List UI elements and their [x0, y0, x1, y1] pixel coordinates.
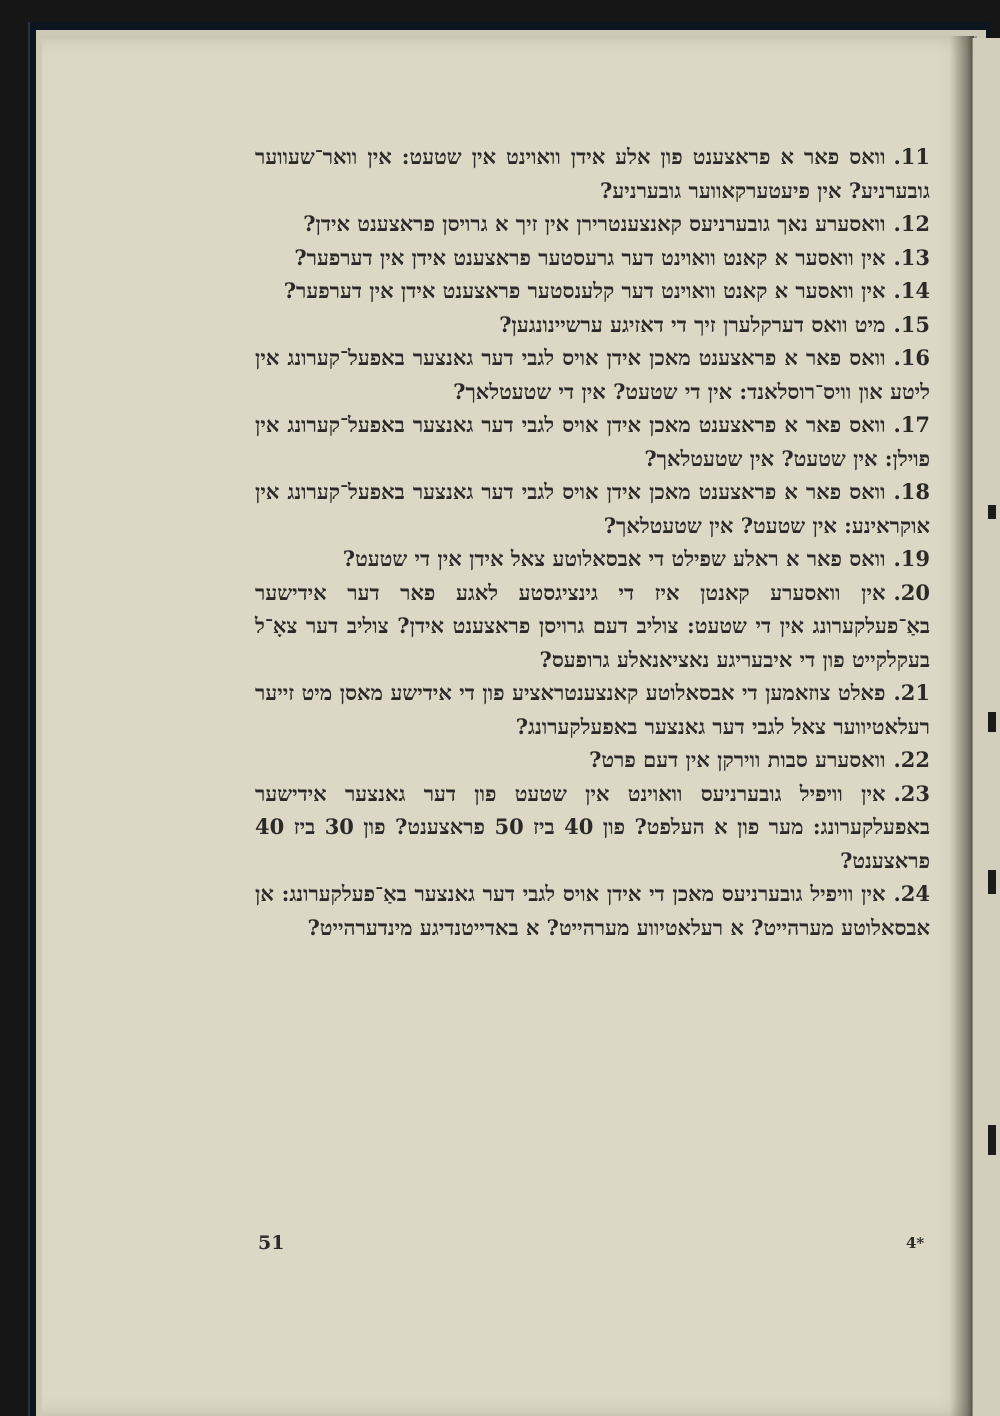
question-text: וואסערע נאך גובערניעס קאנצענטרירן אין זיך א גרויסן פראצענט אידן? [303, 211, 886, 236]
question-text: פאלט צוזאמען די אבסאלוטע קאנצענטראציע פון די אידישע מאסן מיט זייער רעלאטיווער צאל לגבי דער גאנצער באפעלקערונג? [255, 680, 930, 739]
signature-mark: 4* [906, 1234, 925, 1252]
question-item [255, 576, 930, 677]
page-number: 51 [258, 1232, 285, 1254]
question-item [255, 542, 930, 576]
question-number: .13 [893, 244, 930, 270]
question-item [255, 308, 930, 342]
question-item [255, 341, 930, 408]
question-number: .18 [893, 479, 930, 504]
question-text: וואס פאר א ראלע שפילט די אבסאלוטע צאל אידן אין די שטעט? [342, 546, 886, 571]
question-text: וואס פאר א פראצענט פון אלע אידן וואוינט אין שטעט: אין וואר־שעווער גובערניע? אין פיעטערקאווער גובערניע? [255, 144, 930, 203]
question-text: אין וואסער א קאנט וואוינט דער גרעסטער פראצענט אידן אין דערפער? [294, 244, 886, 270]
page-gutter [950, 36, 974, 1416]
question-item [255, 676, 930, 743]
question-item [255, 743, 930, 777]
question-text: וואס פאר א פראצענט מאכן אידן אויס לגבי דער גאנצער באפעל־קערונג אין אוקראינע: אין שטעט? אין שטעטלאך? [255, 479, 930, 538]
facing-page-mark [988, 505, 996, 519]
question-item [255, 207, 930, 241]
question-text: אין וואסערע קאנטן איז די גינציגסטע לאגע פאר דער אידישער באַ־פעלקערונג אין די שטעט: צוליב דעם גרויסן פראצענט אידן? צוליב דער צאָ־ל בעקלקייט פון די איבעריגע נאציאנאלע גרופעס? [255, 579, 930, 672]
question-number: .16 [893, 345, 930, 370]
question-text: מיט וואס דערקלערן זיך די דאזיגע ערשיינונגען? [499, 311, 886, 337]
question-item [255, 241, 930, 275]
question-item [255, 877, 930, 944]
facing-page-mark [988, 870, 996, 894]
question-number: .14 [893, 278, 930, 303]
question-text: וואסערע סבות ווירקן אין דעם פרט? [589, 747, 886, 772]
question-number: .22 [893, 747, 930, 772]
question-number: .20 [893, 579, 930, 605]
question-number: .15 [893, 311, 930, 337]
question-text: אין וואסער א קאנט וואוינט דער קלענסטער פראצענט אידן אין דערפער? [283, 278, 886, 303]
question-item [255, 777, 930, 878]
question-number: .11 [893, 144, 930, 169]
question-item [255, 475, 930, 542]
question-number: .23 [893, 780, 930, 806]
question-number: .21 [893, 680, 930, 705]
question-number: .17 [893, 412, 930, 437]
question-text: אין וויפיל גובערניעס וואוינט אין שטעט פון דער גאנצער אידישער באפעלקערונג: מער פון א העלפט? פון 40 ביז 50 פראצענט? פון 30 ביז 40 פראצענט? [255, 780, 930, 873]
question-number: .24 [893, 881, 930, 906]
facing-page-mark [988, 1125, 996, 1155]
question-item [255, 408, 930, 475]
question-item [255, 140, 930, 207]
facing-page-mark [988, 712, 996, 732]
question-list [255, 140, 930, 944]
question-text: וואס פאר א פראצענט מאכן אידן אויס לגבי דער גאנצער באפעל־קערונג אין ליטע און וויס־רוסלאנד: אין די שטעט? אין די שטעטלאך? [255, 345, 930, 404]
question-text: וואס פאר א פראצענט מאכן אידן אויס לגבי דער גאנצער באפעל־קערונג אין פוילן: אין שטעט? אין שטעטלאך? [255, 412, 930, 471]
question-number: .19 [893, 546, 930, 571]
question-item [255, 274, 930, 308]
question-text: אין וויפיל גובערניעס מאכן די אידן אויס לגבי דער גאנצער באַ־פעלקערונג: אן אבסאלוטע מערהייט? א רעלאטיווע מערהייט? א באדייטנדיגע מינדערהייט? [255, 881, 930, 940]
question-number: .12 [893, 211, 930, 236]
